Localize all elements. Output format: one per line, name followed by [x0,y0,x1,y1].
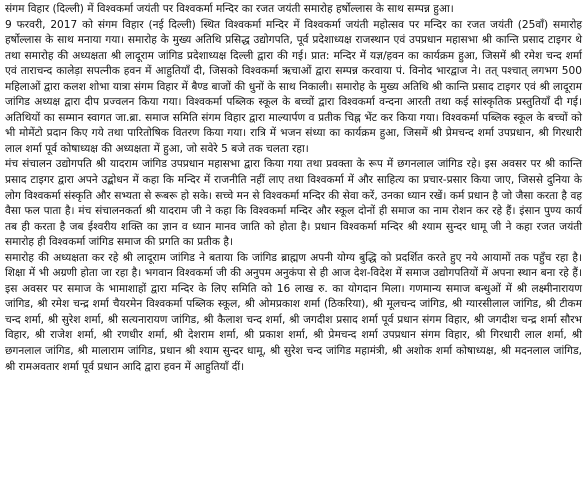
speeches-paragraph: मंच संचालन उद्योगपति श्री यादराम जांगिड उपप्रधान महासभा द्वारा किया गया तथा प्रवक्ता के रूप में छगनलाल जांगिड रहे। इस अवसर पर श्री कान्ति प्रसाद टाइगर द्वारा अपने उद्बोधन में कहा कि मन्दिर में राजनीति नहीं लाए तथा विश्वकर्मा में और साहित्य का प्रचार-प्रसार किया जाए, जिससे दुनिया के लोग विश्वकर्मा संस्कृति और सभ्यता से रूबरू हो सके। सच्चे मन से विश्वकर्मा मन्दिर की सेवा करें, उनका ध्यान रखें। कर्म प्रधान है जो जैसा करता है वह वैसा फल पाता है। मंच संचालनकर्ता श्री यादराम जी ने कहा कि विश्वकर्मा मन्दिर और स्कूल दोनों ही समाज का नाम रोशन कर रहे हैं। इंसान पुण्य कार्य तब ही करता है जब ईश्वरीय शक्ति का ज्ञान व ध्यान मानव जाति को होता है। प्रधान विश्वकर्मा मन्दिर श्री श्याम सुन्दर धामू जी ने कहा रजत जयंती समारोह ही विश्वकर्मा जांगिड समाज की प्रगति का प्रतीक है। [5,158,582,249]
event-description-paragraph: 9 फरवरी, 2017 को संगम विहार (नई दिल्ली) स्थित विश्वकर्मा मन्दिर में विश्वकर्मा जयंती महोत्सव पर मन्दिर का रजत जयंती (25वाँ) समारोह हर्षोल्लास के साथ मनाया गया। समारोह के मुख्य अतिथि प्रसिद्ध उद्योगपति, पूर्व प्रदेशाध्यक्ष राजस्थान एवं उपप्रधान महासभा श्री कान्ति प्रसाद टाइगर थे तथा समारोह की अध्यक्षता श्री लादूराम जांगिड प्रदेशाध्यक्ष दिल्ली द्वारा की गई। प्रात: मन्दिर में यज्ञ/हवन का कार्यक्रम हुआ, जिसमें श्री रमेश चन्द शर्मा एवं ताराचन्द कालेड़ा सपत्नीक हवन में आहुतियाँ दी, जिसको विश्वकर्मा ऋचाओं द्वारा सम्पन्न करवाया पं. विनोद भारद्वाज ने। तत् पश्चात् लगभग 500 महिलाओं द्वारा कलश शोभा यात्रा संगम विहार में बैण्ड बाजों की धुनों के साथ निकाली। समारोह के मुख्य अतिथि श्री कान्ति प्रसाद टाइगर एवं श्री लादूराम जांगिड अध्यक्ष द्वारा दीप प्रज्वलन किया गया। विश्वकर्मा पब्लिक स्कूल के बच्चों द्वारा विश्वकर्मा वन्दना आरती तथा कई सांस्कृतिक प्रस्तुतियाँ दी गई। अतिथियों का सम्मान स्वागत जा.ब्रा. समाज समिति संगम विहार द्वारा माल्यार्पण व प्रतीक चिह्न भेंट कर किया गया। विश्वकर्मा पब्लिक स्कूल के बच्चों को भी मोमेंटो प्रदान किए गये तथा पारितोषिक वितरण किया गया। रात्रि में भजन संध्या का कार्यक्रम हुआ, जिसमें श्री प्रेमचन्द शर्मा उपप्रधान, श्री गिरधारी लाल शर्मा पूर्व कोषाध्यक्ष की अध्यक्षता में हुआ, जो सवेरे 5 बजे तक चलता रहा। [5,18,582,155]
article-headline-paragraph: संगम विहार (दिल्ली) में विश्वकर्मा जयंती पर विश्वकर्मा मन्दिर का रजत जयंती समारोह हर्षोल्लास के साथ सम्पन्न हुआ। [5,3,454,15]
presidential-address-paragraph: समारोह की अध्यक्षता कर रहे श्री लादूराम जांगिड ने बताया कि जांगिड ब्राह्मण अपनी योग्य बुद्धि को प्रदर्शित करते हुए नये आयामों तक पहुँच रहा है। शिक्षा में भी अग्रणी होता जा रहा है। भगवान विश्वकर्मा जी की अनुपम अनुकंपा से ही आज देश-विदेश में समाज उद्योगपतियों में अपना स्थान बना रहे हैं। इस अवसर पर समाज के भामाशाहों द्वारा मन्दिर के लिए समिति को 16 लाख रु. का योगदान मिला। गणमान्य समाज बन्धुओं में श्री लक्ष्मीनारायण जांगिड, श्री रमेश चन्द्र शर्मा चैयरमेन विश्वकर्मा पब्लिक स्कूल, श्री ओमप्रकाश शर्मा (ठिकरिया), श्री मूलचन्द जांगिड, श्री ग्यारसीलाल जांगिड, श्री टीकम चन्द शर्मा, श्री सुरेश शर्मा, श्री सत्यनारायण जांगिड, श्री कैलाश चन्द शर्मा, श्री जगदीश प्रसाद शर्मा पूर्व प्रधान संगम विहार, श्री जगदीश चन्द्र शर्मा सौरभ विहार, श्री राजेश शर्मा, श्री रणधीर शर्मा, श्री देशराम शर्मा, श्री प्रकाश शर्मा, श्री प्रेमचन्द शर्मा उपप्रधान संगम विहार, श्री गिरधारी लाल शर्मा, श्री छगनलाल जांगिड, श्री मालाराम जांगिड, प्रधान श्री श्याम सुन्दर धामू, श्री सुरेश चन्द जांगिड महामंत्री, श्री अशोक शर्मा कोषाध्यक्ष, श्री मदनलाल जांगिड, श्री रामअवतार शर्मा पूर्व प्रधान आदि द्वारा हवन में आहुतियाँ दीं। [5,251,582,373]
